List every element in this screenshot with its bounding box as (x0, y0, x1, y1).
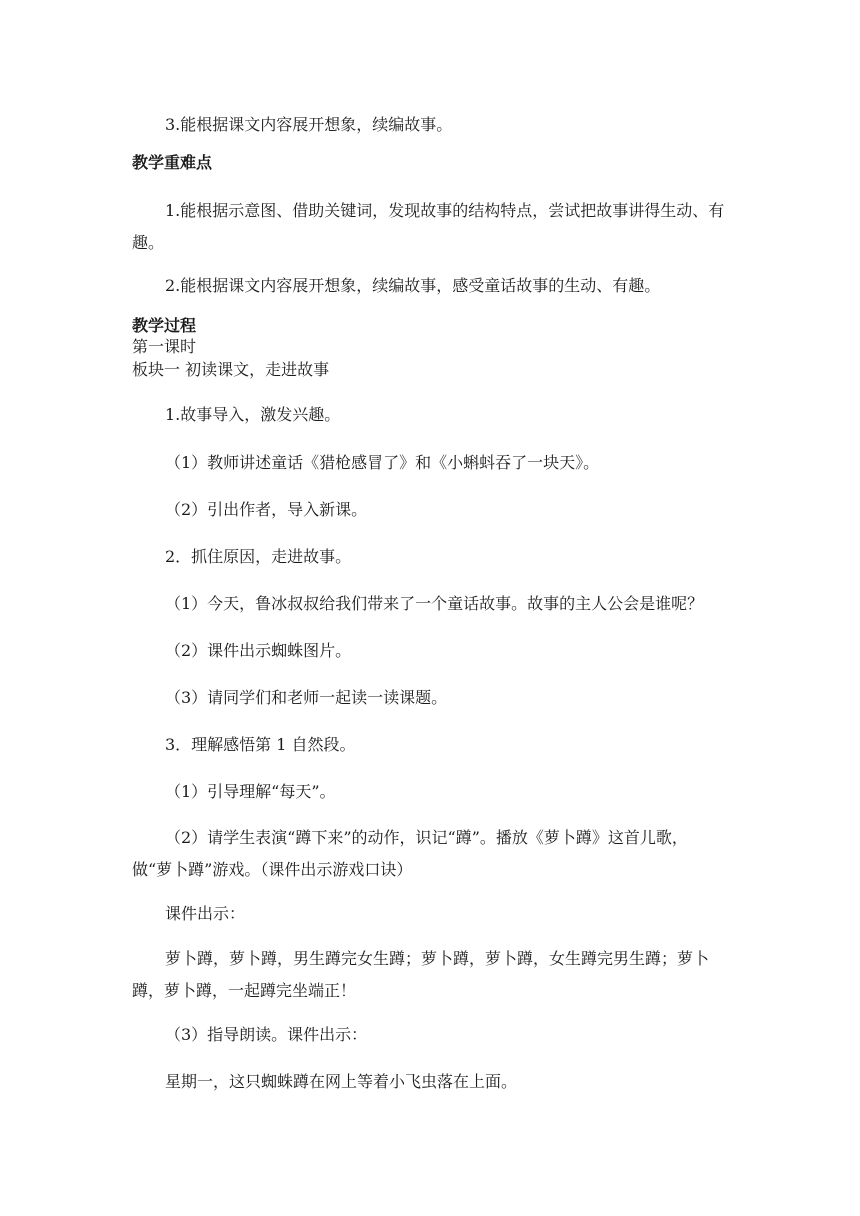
step-1-1: （1）教师讲述童话《猎枪感冒了》和《小蝌蚪吞了一块天》。 (165, 453, 600, 472)
process-heading: 教学过程 (132, 316, 197, 335)
step-2-1: （1）今天，鲁冰叔叔给我们带来了一个童话故事。故事的主人公会是谁呢？ (165, 594, 704, 613)
courseware-label: 课件出示： (165, 904, 246, 923)
key-point-2: 2.能根据课文内容展开想象，续编故事，感受童话故事的生动、有趣。 (165, 276, 661, 295)
monday-sentence: 星期一，这只蜘蛛蹲在网上等着小飞虫落在上面。 (165, 1072, 518, 1091)
step-1-2: （2）引出作者，导入新课。 (165, 500, 368, 519)
step-2-3: （3）请同学们和老师一起读一读课题。 (165, 688, 448, 707)
step-1: 1.故事导入，激发兴趣。 (165, 405, 341, 424)
lesson-label: 第一课时 (132, 337, 197, 356)
step-2-2: （2）课件出示蜘蛛图片。 (165, 641, 352, 660)
chant-text: 萝卜蹲，萝卜蹲，男生蹲完女生蹲；萝卜蹲，萝卜蹲，女生蹲完男生蹲；萝卜蹲，萝卜蹲，一起蹲完坐端正！ (132, 949, 710, 1000)
step-3: 3．理解感悟第 1 自然段。 (165, 735, 356, 754)
step-3-1: （1）引导理解“每天”。 (165, 782, 336, 801)
goal-3: 3.能根据课文内容展开想象，续编故事。 (165, 115, 453, 134)
step-2: 2．抓住原因，走进故事。 (165, 547, 352, 566)
key-points-heading: 教学重难点 (132, 153, 213, 172)
step-3-2: （2）请学生表演“蹲下来”的动作，识记“蹲”。播放《萝卜蹲》这首儿歌，做“萝卜蹲”游戏。（课件出示游戏口诀） (132, 828, 688, 879)
section-title: 板块一 初读课文，走进故事 (132, 360, 330, 379)
step-3-3: （3）指导朗读。课件出示： (165, 1025, 368, 1044)
key-point-1: 1.能根据示意图、借助关键词，发现故事的结构特点，尝试把故事讲得生动、有趣。 (132, 201, 725, 252)
